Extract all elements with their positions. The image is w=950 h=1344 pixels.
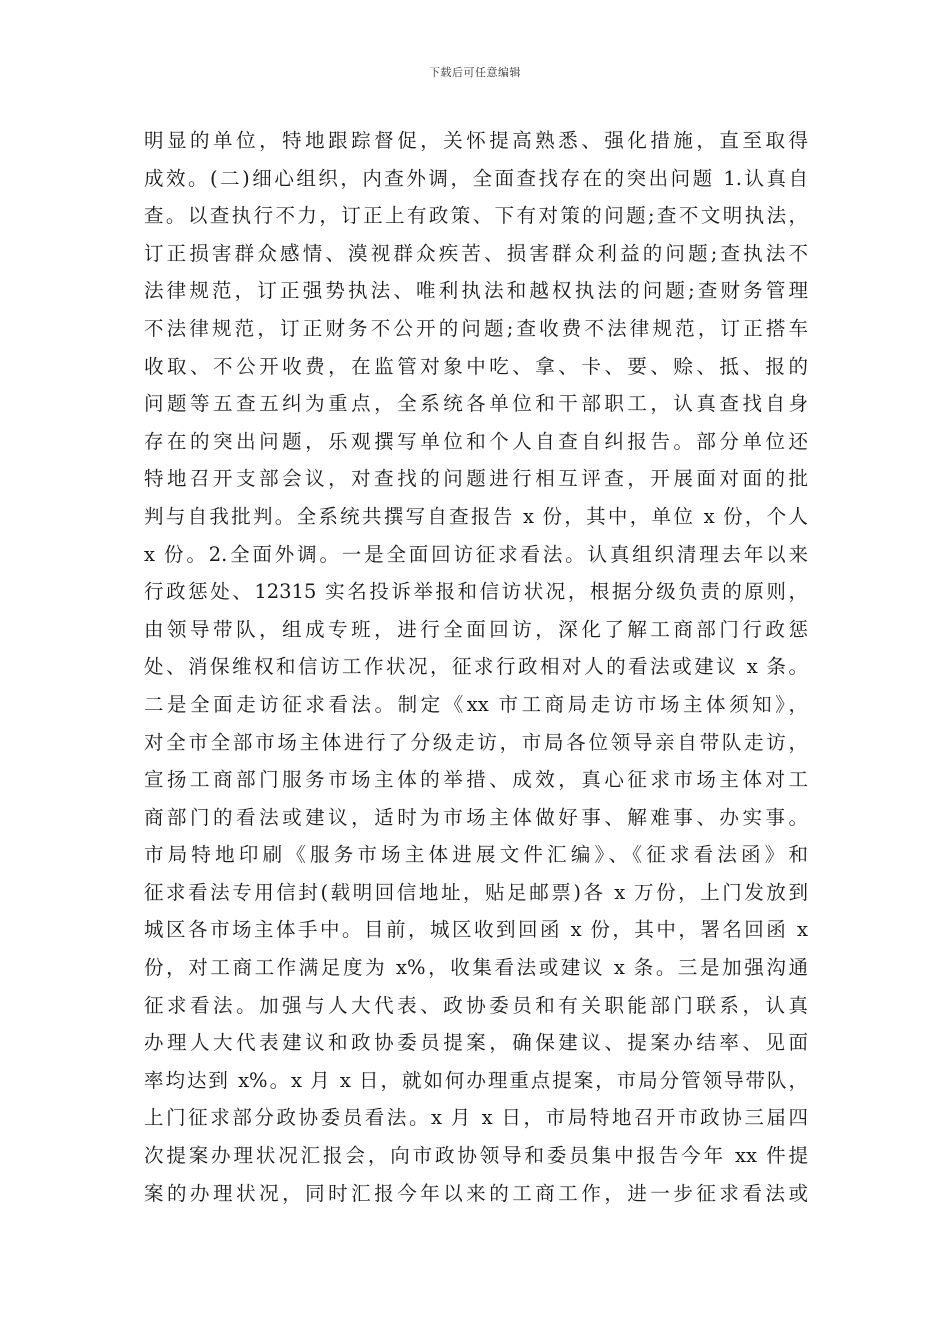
- paragraph-line: 次提案办理状况汇报会，向市政协领导和委员集中报告今年 xx 件提: [144, 1144, 808, 1168]
- paragraph-line: 征求看法。加强与人大代表、政协委员和有关职能部门联系，认真: [144, 993, 808, 1017]
- paragraph-line: 特地召开支部会议，对查找的问题进行相互评查，开展面对面的批: [144, 467, 808, 491]
- paragraph-line: 办理人大代表建议和政协委员提案，确保建议、提案办结率、见面: [144, 1031, 808, 1055]
- document-body: [144, 122, 808, 1212]
- paragraph-line: 上门征求部分政协委员看法。x 月 x 日，市局特地召开市政协三届四: [144, 1106, 808, 1130]
- paragraph-line: 案的办理状况，同时汇报今年以来的工商工作，进一步征求看法或: [144, 1181, 808, 1205]
- paragraph-line: 二是全面走访征求看法。制定《xx 市工商局走访市场主体须知》，: [144, 692, 808, 716]
- paragraph-line: 市局特地印刷《服务市场主体进展文件汇编》、《征求看法函》和: [144, 843, 808, 867]
- paragraph-line: 不法律规范，订正财务不公开的问题;查收费不法律规范，订正搭车: [144, 316, 808, 340]
- paragraph-line: 判与自我批判。全系统共撰写自查报告 x 份，其中，单位 x 份，个人: [144, 504, 808, 528]
- paragraph-line: 征求看法专用信封(载明回信地址，贴足邮票)各 x 万份，上门发放到: [144, 880, 808, 904]
- paragraph-line: 行政惩处、12315 实名投诉举报和信访状况，根据分级负责的原则，: [144, 580, 808, 604]
- paragraph-line: 订正损害群众感情、漠视群众疾苦、损害群众利益的问题;查执法不: [144, 241, 808, 265]
- paragraph-line: 存在的突出问题，乐观撰写单位和个人自查自纠报告。部分单位还: [144, 429, 808, 453]
- paragraph-line: 明显的单位，特地跟踪督促，关怀提高熟悉、强化措施，直至取得: [144, 129, 808, 152]
- paragraph-line: 处、消保维权和信访工作状况，征求行政相对人的看法或建议 x 条。: [144, 655, 808, 679]
- paragraph-line: 收取、不公开收费，在监管对象中吃、拿、卡、要、赊、抵、报的: [144, 354, 808, 378]
- paragraph-line: 商部门的看法或建议，适时为市场主体做好事、解难事、办实事。: [144, 805, 808, 829]
- paragraph-line: 率均达到 x%。x 月 x 日，就如何办理重点提案，市局分管领导带队，: [144, 1068, 808, 1092]
- paragraph-line: 份，对工商工作满足度为 x%，收集看法或建议 x 条。三是加强沟通: [144, 956, 808, 980]
- paragraph-line: 法律规范，订正强势执法、唯利执法和越权执法的问题;查财务管理: [144, 279, 808, 303]
- paragraph-line: 宣扬工商部门服务市场主体的举措、成效，真心征求市场主体对工: [144, 768, 808, 792]
- page-header: 下载后可任意编辑: [429, 66, 521, 79]
- paragraph-line: 成效。(二)细心组织，内查外调，全面查找存在的突出问题 1.认真自: [144, 166, 808, 190]
- paragraph-line: 查。以查执行不力，订正上有政策、下有对策的问题;查不文明执法，: [144, 204, 808, 228]
- paragraph-line: x 份。2.全面外调。一是全面回访征求看法。认真组织清理去年以来: [144, 542, 808, 566]
- paragraph-line: 由领导带队，组成专班，进行全面回访，深化了解工商部门行政惩: [144, 617, 808, 641]
- paragraph-line: 城区各市场主体手中。目前，城区收到回函 x 份，其中，署名回函 x: [144, 918, 808, 942]
- paragraph-line: 问题等五查五纠为重点，全系统各单位和干部职工，认真查找自身: [144, 392, 808, 416]
- paragraph-line: 对全市全部市场主体进行了分级走访，市局各位领导亲自带队走访，: [144, 730, 808, 754]
